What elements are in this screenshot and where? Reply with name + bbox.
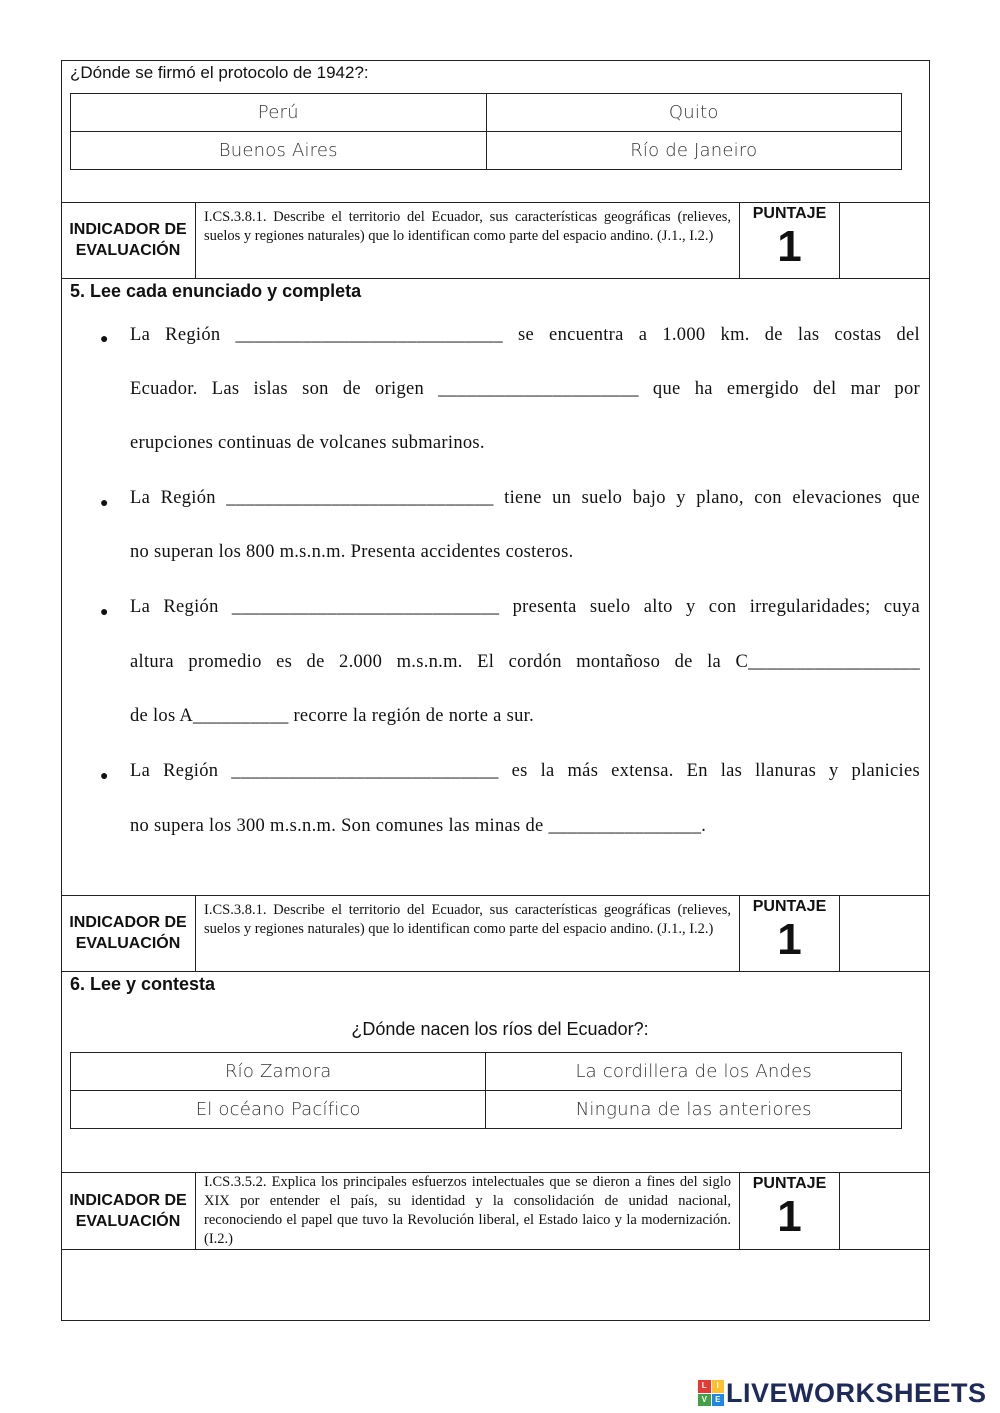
q4-options-table <box>70 93 902 170</box>
indicator-label: INDICADOR DE EVALUACIÓN <box>69 221 187 259</box>
indicator-label: INDICADOR DE EVALUACIÓN <box>69 914 187 952</box>
score-box <box>740 895 840 971</box>
q5-line[interactable]: de los A__________ recorre la región de norte a sur. <box>130 706 534 726</box>
q5-line[interactable]: La Región ____________________________ tiene un suelo bajo y plano, con elevaciones que <box>130 488 920 508</box>
indicator-text: I.CS.3.8.1. Describe el territorio del Ecuador, sus características geográficas (relieves, suelos y regiones naturales) que lo identifican como parte del espacio andino. (J.1., I.2.) <box>195 202 740 278</box>
q6-option[interactable]: La cordillera de los Andes <box>486 1053 902 1091</box>
q4-prompt: ¿Dónde se firmó el protocolo de 1942?: <box>70 63 369 82</box>
indicator-label: INDICADOR DE EVALUACIÓN <box>69 1191 187 1230</box>
q5-line[interactable]: no supera los 300 m.s.n.m. Son comunes las minas de ________________. <box>130 816 707 836</box>
liveworksheets-logo <box>698 1378 987 1408</box>
q5-line[interactable]: La Región ____________________________ presenta suelo alto y con irregularidades; cuya <box>130 597 920 617</box>
score-label: PUNTAJE <box>752 898 827 915</box>
divider <box>61 278 930 279</box>
q5-title: 5. Lee cada enunciado y completa <box>70 281 362 301</box>
score-value: 1 <box>777 222 802 271</box>
q4-option[interactable]: Río de Janeiro <box>486 132 902 170</box>
evaluation-indicator <box>61 1172 930 1249</box>
score-box <box>740 1172 840 1249</box>
q5-line: erupciones continuas de volcanes submarinos. <box>130 433 485 453</box>
q5-line[interactable]: Ecuador. Las islas son de origen _____________________ que ha emergido del mar por <box>130 379 920 399</box>
bullet-icon: ● <box>100 767 109 783</box>
score-value: 1 <box>777 915 802 964</box>
bullet-icon: ● <box>100 494 109 510</box>
q6-option[interactable]: Ninguna de las anteriores <box>486 1091 902 1129</box>
q5-line: no superan los 800 m.s.n.m. Presenta accidentes costeros. <box>130 542 574 562</box>
indicator-text: I.CS.3.8.1. Describe el territorio del Ecuador, sus características geográficas (relieves, suelos y regiones naturales) que lo identifican como parte del espacio andino. (J.1., I.2.) <box>195 895 740 971</box>
divider <box>61 971 930 972</box>
q6-title: 6. Lee y contesta <box>70 974 216 994</box>
indicator-text: I.CS.3.5.2. Explica los principales esfuerzos intelectuales que se dieron a fines del siglo XIX por entender el país, su identidad y la consolidación de unidad nacional, reconociendo el papel que tuvo la Revolución liberal, el Estado laico y la modernización. (I.2.) <box>195 1172 740 1249</box>
q5-line[interactable]: La Región ____________________________ se encuentra a 1.000 km. de las costas del <box>130 325 920 345</box>
q4-option[interactable]: Buenos Aires <box>71 132 487 170</box>
score-box <box>740 202 840 278</box>
q6-prompt: ¿Dónde nacen los ríos del Ecuador?: <box>351 1019 649 1039</box>
bullet-icon: ● <box>100 603 109 619</box>
q6-option[interactable]: El océano Pacífico <box>71 1091 486 1129</box>
q5-line[interactable]: altura promedio es de 2.000 m.s.n.m. El cordón montañoso de la C__________________ <box>130 652 920 672</box>
q4-option[interactable]: Perú <box>71 94 487 132</box>
logo-text: LIVEWORKSHEETS <box>726 1377 987 1408</box>
evaluation-indicator <box>61 202 930 278</box>
q6-options-table <box>70 1052 902 1129</box>
score-label: PUNTAJE <box>752 205 827 222</box>
q4-option[interactable]: Quito <box>486 94 902 132</box>
bullet-icon: ● <box>100 330 109 346</box>
score-label: PUNTAJE <box>752 1175 827 1192</box>
divider <box>61 1249 930 1250</box>
q5-line[interactable]: La Región ____________________________ es la más extensa. En las llanuras y planicies <box>130 761 920 781</box>
logo-mark-icon: L I V E <box>698 1380 724 1406</box>
score-value: 1 <box>777 1192 802 1241</box>
q6-option[interactable]: Río Zamora <box>71 1053 486 1091</box>
evaluation-indicator <box>61 895 930 971</box>
